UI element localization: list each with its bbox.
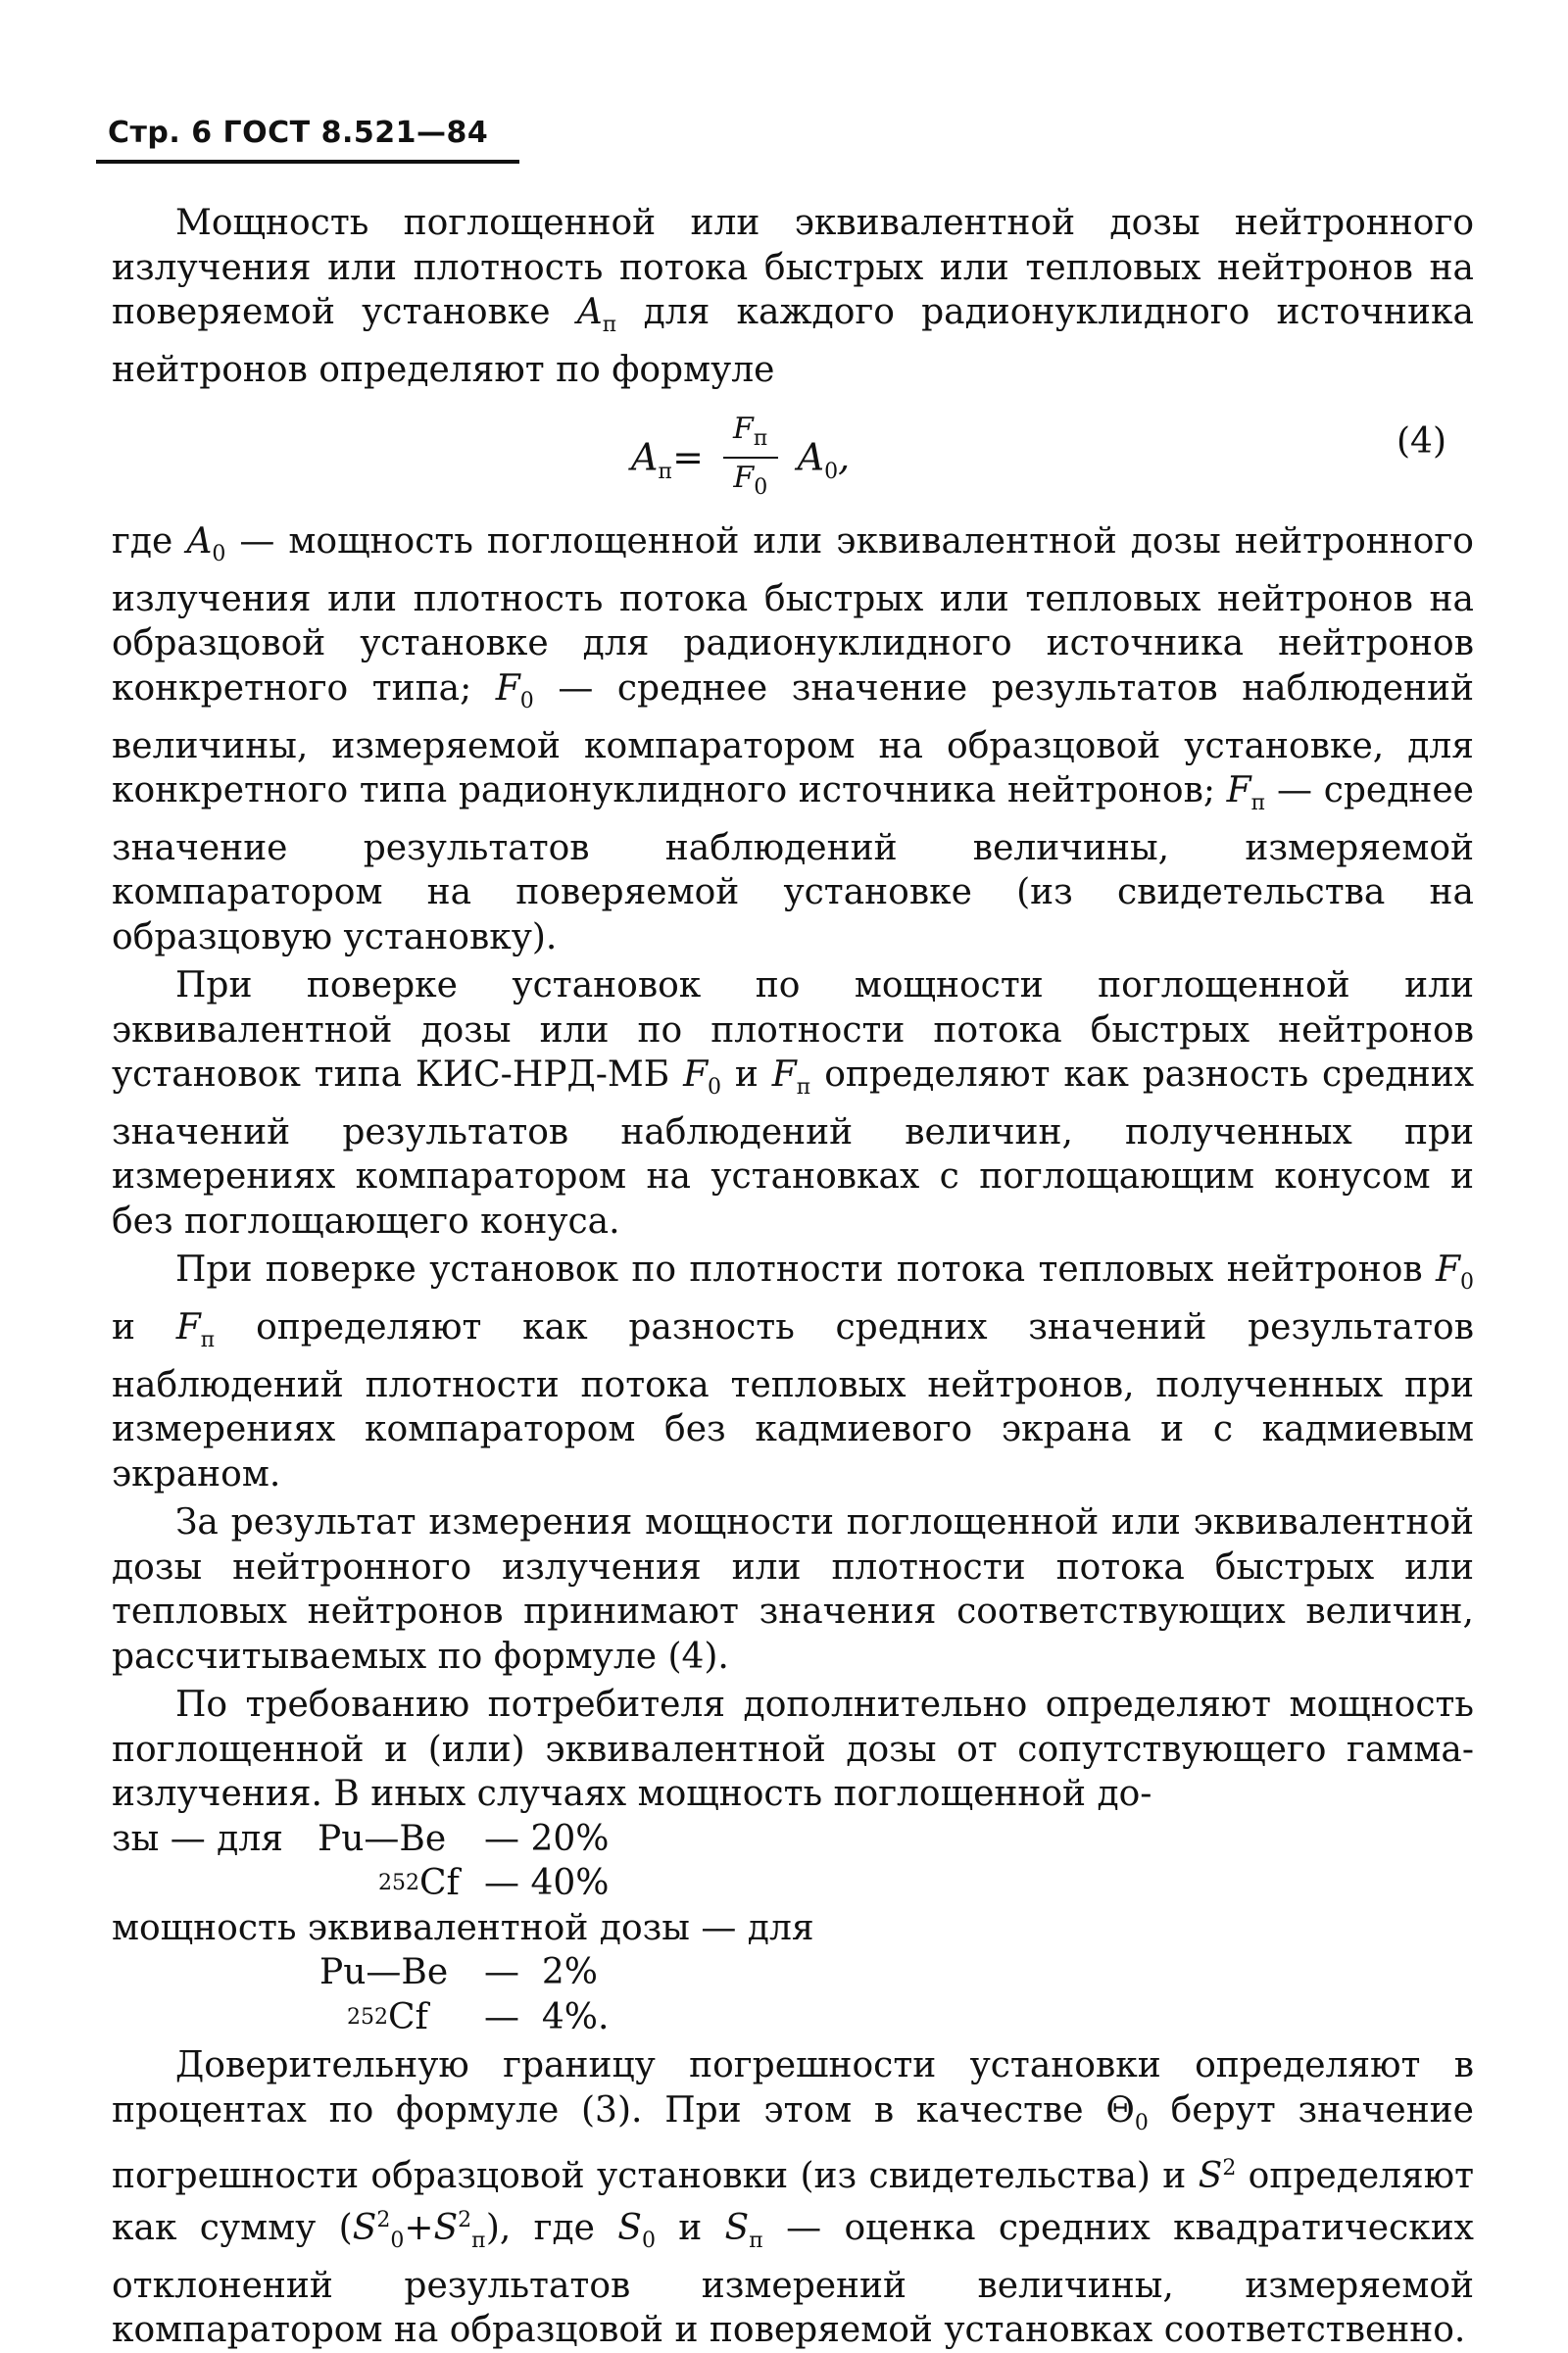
equiv-row-pube: Pu—Be — 2%	[319, 1952, 598, 1993]
paragraph-4: При поверке установок по плотности потока тепловых нейтронов $F_0$ и $F_п$ определяют как разность средних значений результатов наблюдений плотности потока тепловых нейтронов, полученных при измерениях компаратором без кадмиевого экрана и с кадмиевым экраном.	[112, 1250, 1474, 1495]
paragraph-7: Доверительную границу погрешности установки определяют в процентах по формуле (3). При этом в качестве $\Theta_0$ берут значение погрешности образцовой установки (из свидетельства) и $S^2$ определяют как сумму $(S^2_0+S^2_п)$, где $S_0$ и $S_п$ — оценка средних квадратических отклонений результатов измерений величины, измеряемой компаратором на образцовой и поверяемой установках соответственно.	[112, 2045, 1474, 2351]
formula-4-number: (4)	[1396, 421, 1446, 463]
paragraph-1: Мощность поглощенной или эквивалентной дозы нейтронного излучения или плотность потока быстрых или тепловых нейтронов на поверяемой установке $A_п$ для каждого радионуклидного источника нейтронов определяют по формуле	[112, 203, 1474, 390]
paragraph-2: где $A_0$ — мощность поглощенной или эквивалентной дозы нейтронного излучения или плотность потока быстрых или тепловых нейтронов на образцовой установке для радионуклидного источника нейтронов конкретного типа; $F_0$ — среднее значение результатов наблюдений величины, измеряемой компаратором на образцовой установке, для конкретного типа радионуклидного источника нейтронов; $F_п$ — среднее значение результатов наблюдений величины, измеряемой компаратором на поверяемой установке (из свидетельства на образцовую установку).	[112, 521, 1474, 957]
document-body	[112, 201, 1474, 2353]
equiv-label: мощность эквивалентной дозы — для	[112, 1907, 814, 1948]
header-rule	[96, 160, 519, 164]
formula-4-expression: $A_п=$ $\frac{F_п}{F_0}$ $A_0$,	[631, 414, 850, 508]
equiv-row-cf: $^{252}$ Cf — 4%.	[347, 1996, 610, 2037]
page-header: Стр. 6 ГОСТ 8.521—84	[108, 116, 489, 150]
paragraph-6: По требованию потребителя дополнительно определяют мощность поглощенной и (или) эквивалентной дозы от сопутствующего гамма-излучения. В иных случаях мощность поглощенной до-	[112, 1685, 1474, 1815]
absorbed-row-pube: зы — для Pu—Be — 20%	[112, 1818, 610, 1859]
paragraph-5: За результат измерения мощности поглощенной или эквивалентной дозы нейтронного излучения или плотности потока быстрых или тепловых нейтронов принимают значения соответствующих величин, рассчитываемых по формуле (4).	[112, 1502, 1474, 1677]
formula-4	[112, 392, 1474, 519]
formula-4-fraction: $\frac{F_п}{F_0}$	[723, 414, 778, 508]
absorbed-row-cf: $^{252}$ Cf — 40%	[378, 1863, 610, 1904]
paragraph-3: При поверке установок по мощности поглощенной или эквивалентной дозы или по плотности потока быстрых нейтронов установок типа КИС-НРД-МБ $F_0$ и $F_п$ определяют как разность средних значений результатов наблюдений величин, полученных при измерениях компаратором на установках с поглощающим конусом и без поглощающего конуса.	[112, 965, 1474, 1242]
